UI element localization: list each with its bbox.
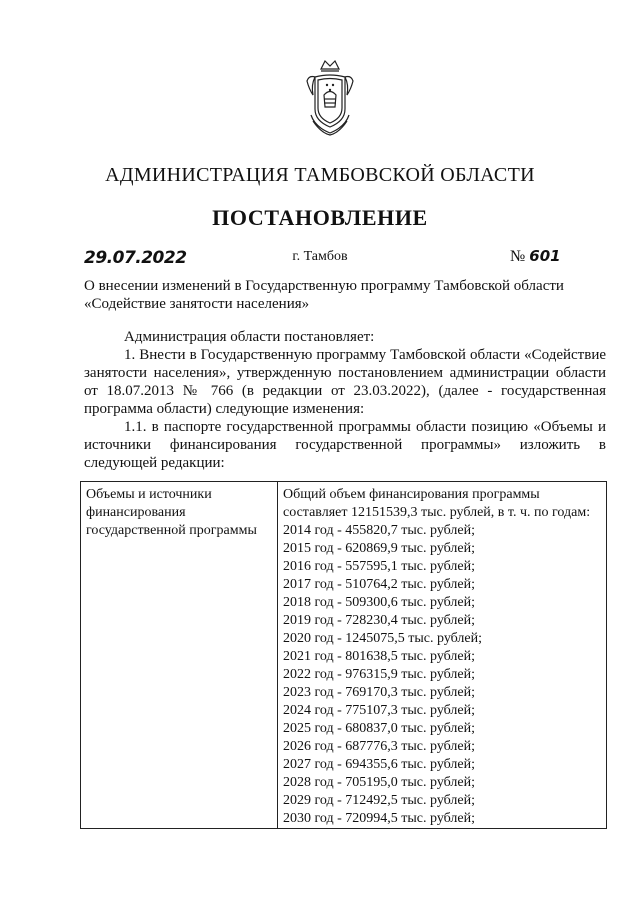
year-line: 2021 год - 801638,5 тыс. рублей; — [283, 649, 476, 664]
year-line: 2020 год - 1245075,5 тыс. рублей; — [283, 631, 483, 646]
year-line: 2030 год - 720994,5 тыс. рублей; — [283, 811, 476, 826]
year-line: 2023 год - 769170,3 тыс. рублей; — [283, 685, 476, 700]
number-label: № — [510, 248, 526, 265]
item-1-paragraph: 1. Внести в Государственную программу Тамбовской области «Содействие занятости населения», утвержденную постановлением администрации области от 18.07.2013 № 766 (в редакции от 23.03.2022), (далее - государственная программа области) следующие изменения: — [84, 347, 606, 417]
year-line: 2025 год - 680837,0 тыс. рублей; — [283, 721, 476, 736]
agency-name: АДМИНИСТРАЦИЯ ТАМБОВСКОЙ ОБЛАСТИ — [105, 164, 535, 186]
document-body — [84, 328, 606, 472]
funding-total-text: Общий объем финансирования программы составляет 12151539,3 тыс. рублей, в т. ч. по годам: — [283, 487, 591, 520]
handwritten-number: 601 — [529, 247, 561, 265]
year-line: 2028 год - 705195,0 тыс. рублей; — [283, 775, 476, 790]
year-line: 2016 год - 557595,1 тыс. рублей; — [283, 559, 476, 574]
year-line: 2018 год - 509300,6 тыс. рублей; — [283, 595, 476, 610]
funding-values-cell — [278, 482, 607, 829]
document-type: ПОСТАНОВЛЕНИЕ — [212, 205, 428, 230]
table-row — [81, 482, 607, 829]
funding-label-cell: Объемы и источники финансирования государственной программы — [81, 482, 278, 829]
year-line: 2015 год - 620869,9 тыс. рублей; — [283, 541, 476, 556]
document-subject: О внесении изменений в Государственную программу Тамбовской области «Содействие занятости населения» — [84, 278, 564, 312]
year-line: 2022 год - 976315,9 тыс. рублей; — [283, 667, 476, 682]
year-line: 2024 год - 775107,3 тыс. рублей; — [283, 703, 476, 718]
city-name: г. Тамбов — [292, 249, 348, 264]
year-line: 2019 год - 728230,4 тыс. рублей; — [283, 613, 476, 628]
item-1-1-paragraph: 1.1. в паспорте государственной программы области позицию «Объемы и источники финансирования государственной программы» изложить в следующей редакции: — [84, 419, 606, 471]
intro-paragraph: Администрация области постановляет: — [124, 329, 375, 345]
year-line: 2026 год - 687776,3 тыс. рублей; — [283, 739, 476, 754]
year-line: 2029 год - 712492,5 тыс. рублей; — [283, 793, 476, 808]
coat-of-arms-emblem — [301, 55, 359, 141]
year-line: 2017 год - 510764,2 тыс. рублей; — [283, 577, 476, 592]
document-number — [510, 247, 561, 266]
funding-table — [80, 481, 607, 829]
year-line: 2027 год - 694355,6 тыс. рублей; — [283, 757, 476, 772]
handwritten-date: 29.07.2022 — [84, 248, 187, 268]
year-line: 2014 год - 455820,7 тыс. рублей; — [283, 523, 476, 538]
